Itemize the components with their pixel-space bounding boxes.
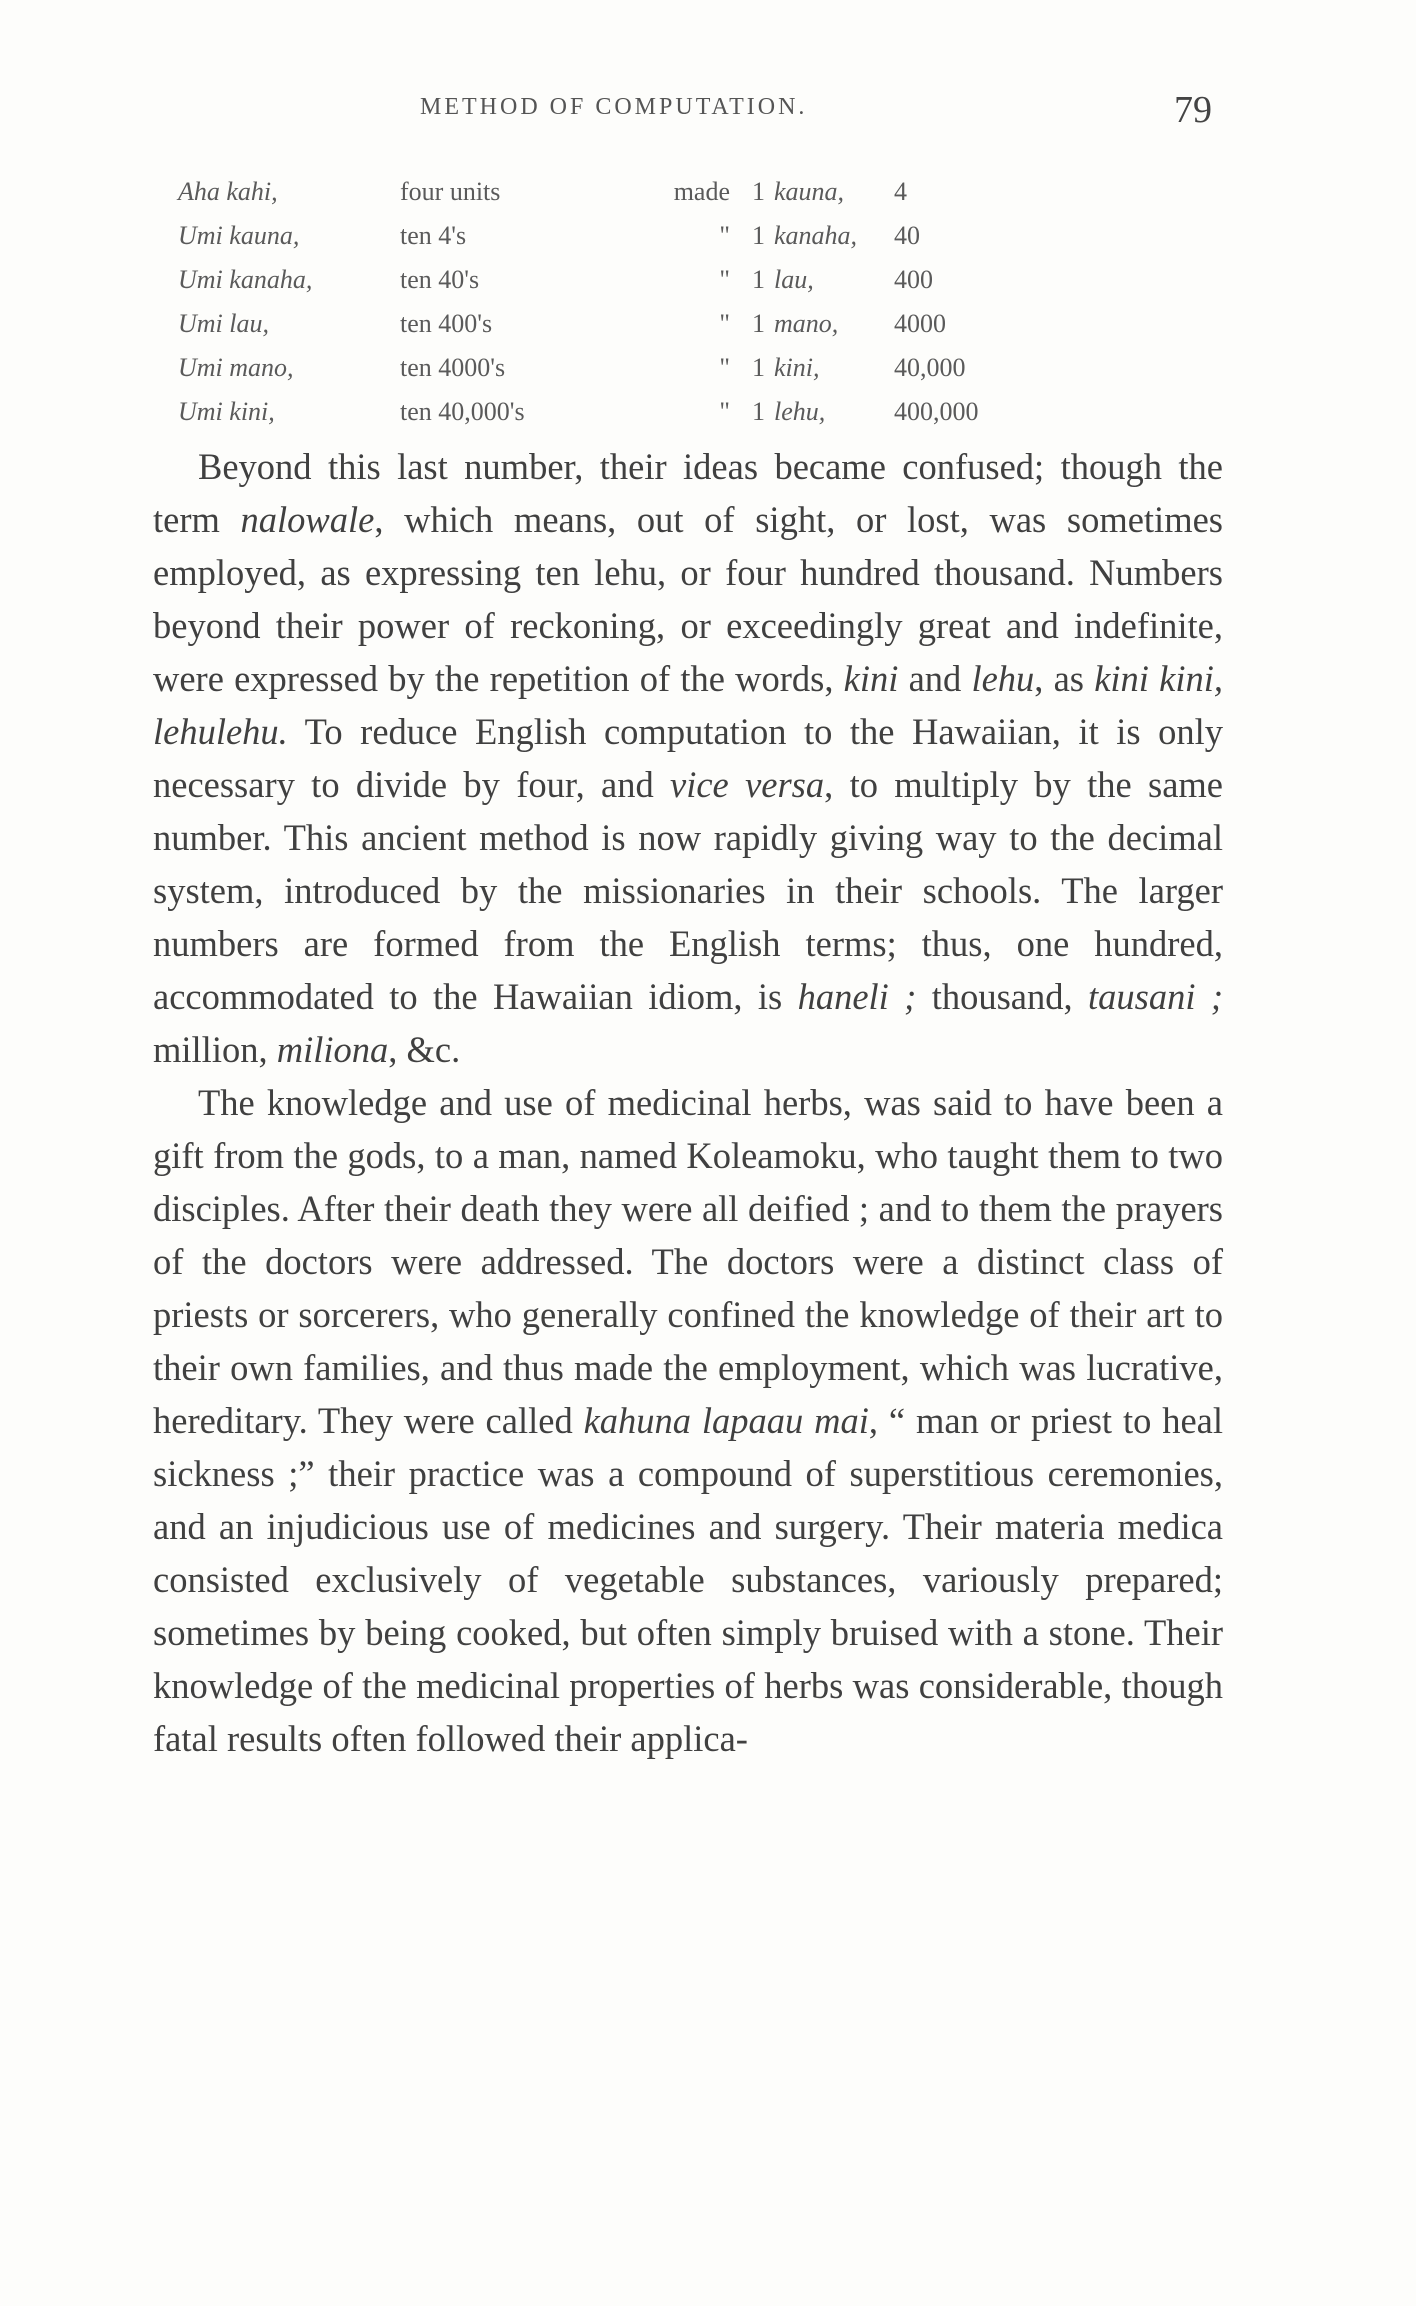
- table-cell-made: ": [719, 221, 730, 250]
- table-cell-value: 400: [894, 265, 933, 294]
- table-row: [178, 214, 1014, 258]
- term-kini: kini: [843, 658, 899, 699]
- table-cell-unit: lau,: [774, 265, 814, 294]
- table-cell-description: ten 4000's: [400, 353, 506, 382]
- table-cell-value: 400,000: [894, 397, 979, 426]
- table-cell-count: 1: [752, 265, 765, 294]
- term-vice-versa: vice versa: [670, 764, 825, 805]
- table-cell-description: ten 40's: [400, 265, 480, 294]
- page-number: 79: [1174, 89, 1212, 131]
- table-cell-description: ten 400's: [400, 309, 493, 338]
- body-text: [153, 440, 1223, 1765]
- table-cell-unit: kini,: [774, 353, 820, 382]
- table-cell-made: ": [719, 353, 730, 382]
- paragraph-medicinal-herbs: The knowledge and use of medicinal herbs, was said to have been a gift from the gods, to a man, named Koleamoku, who taught them to two disciples. After their death they were all deified ; and to them the prayers of the doctors were addressed. The doctors were a distinct class of priests or sorcerers, who generally confined the knowledge of their art to their own families, and thus made the employment, which was lucrative, hereditary. They were called kahuna lapaau mai, “ man or priest to heal sickness ;” their practice was a compound of superstitious ceremonies, and an injudicious use of medicines and surgery. Their materia medica consisted exclusively of vegetable substances, variously prepared; sometimes by being cooked, but often simply bruised with a stone. Their knowledge of the medicinal properties of herbs was considerable, though fatal results often followed their applica-: [153, 1082, 1223, 1759]
- table-cell-unit: kanaha,: [774, 221, 858, 250]
- running-head: METHOD OF COMPUTATION.: [420, 94, 808, 120]
- term-kahuna-lapaau-mai: kahuna lapaau mai: [583, 1400, 869, 1441]
- term-kini-kini-lehulehu: kini kini, lehulehu.: [153, 658, 1223, 752]
- table-cell-count: 1: [752, 177, 765, 206]
- table-cell-count: 1: [752, 221, 765, 250]
- term-nalowale: nalowale: [240, 499, 375, 540]
- table-cell-term: Umi kanaha,: [178, 265, 313, 294]
- term-haneli: haneli ;: [797, 976, 917, 1017]
- table-cell-term: Aha kahi,: [178, 177, 278, 206]
- table-cell-value: 40,000: [894, 353, 966, 382]
- table-cell-term: Umi kauna,: [178, 221, 300, 250]
- table-cell-made: ": [719, 397, 730, 426]
- table-row: [178, 346, 1014, 390]
- table-cell-unit: kauna,: [774, 177, 845, 206]
- table-cell-unit: mano,: [774, 309, 839, 338]
- table-cell-made: made: [673, 177, 730, 206]
- table-cell-made: ": [719, 309, 730, 338]
- table-cell-term: Umi mano,: [178, 353, 294, 382]
- term-lehu: lehu: [971, 658, 1035, 699]
- page-header: [420, 88, 1212, 131]
- table-cell-made: ": [719, 265, 730, 294]
- table-cell-count: 1: [752, 309, 765, 338]
- computation-table-body: [178, 170, 1014, 434]
- table-row: [178, 258, 1014, 302]
- table-cell-description: ten 4's: [400, 221, 467, 250]
- table-cell-unit: lehu,: [774, 397, 826, 426]
- table-cell-value: 4000: [894, 309, 946, 338]
- table-cell-description: ten 40,000's: [400, 397, 525, 426]
- computation-table: [178, 170, 1014, 434]
- table-row: [178, 302, 1014, 346]
- table-cell-value: 40: [894, 221, 920, 250]
- table-cell-description: four units: [400, 177, 501, 206]
- table-row: [178, 170, 1014, 214]
- term-tausani: tausani ;: [1087, 976, 1223, 1017]
- paragraph-beyond: Beyond this last number, their ideas became confused; though the term nalowale, which means, out of sight, or lost, was sometimes employed, as expressing ten lehu, or four hundred thousand. Numbers beyond their power of reckoning, or exceedingly great and indefinite, were expressed by the repetition of the words, kini and lehu, as kini kini, lehulehu. To reduce English computation to the Hawaiian, it is only necessary to divide by four, and vice versa, to multiply by the same number. This ancient method is now rapidly giving way to the decimal system, introduced by the missionaries in their schools. The larger numbers are formed from the English terms; thus, one hundred, accommodated to the Hawaiian idiom, is haneli ; thousand, tausani ; million, miliona, &c.: [153, 446, 1223, 1070]
- table-cell-term: Umi lau,: [178, 309, 269, 338]
- table-cell-value: 4: [894, 177, 907, 206]
- table-cell-count: 1: [752, 397, 765, 426]
- term-miliona: miliona: [276, 1029, 389, 1070]
- table-cell-term: Umi kini,: [178, 397, 275, 426]
- table-cell-count: 1: [752, 353, 765, 382]
- table-row: [178, 390, 1014, 434]
